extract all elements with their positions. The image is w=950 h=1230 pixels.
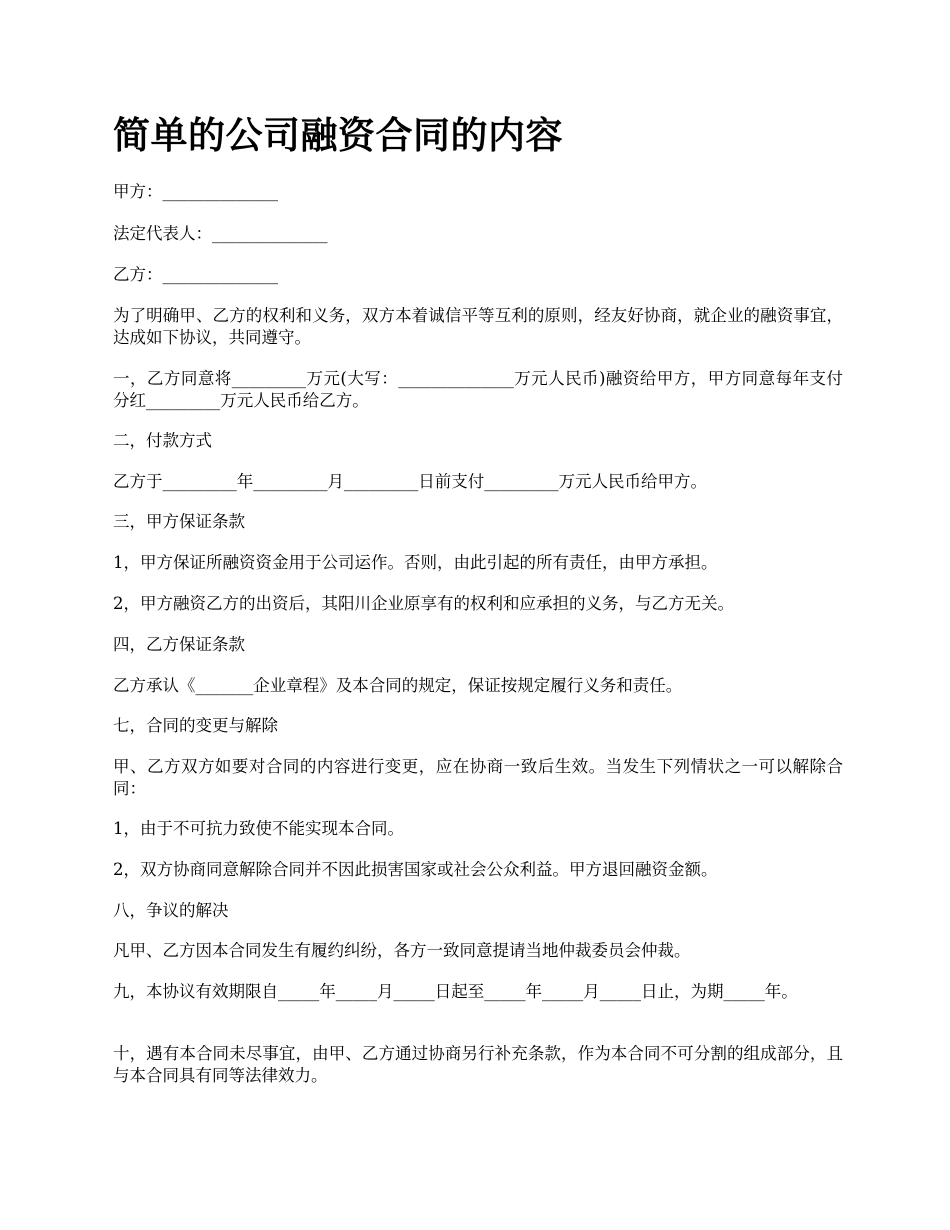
party-b-guarantee-paragraph: 乙方承认《_______企业章程》及本合同的规定，保证按规定履行义务和责任。: [113, 676, 683, 695]
party-b-line: 乙方：______________: [113, 265, 278, 284]
dispute-resolution-paragraph: 凡甲、乙方因本合同发生有履约纠纷，各方一致同意提请当地仲裁委员会仲裁。: [113, 941, 691, 960]
section-8-heading: 八，争议的解决: [113, 901, 229, 920]
party-a-guarantee-1: 1，甲方保证所融资资金用于公司运作。否则，由此引起的所有责任，由甲方承担。: [113, 553, 718, 572]
supplementary-terms-paragraph: 十，遇有本合同未尽事宜，由甲、乙方通过协商另行补充条款，作为本合同不可分割的组成部分，且与本合同具有同等法律效力。: [113, 1044, 843, 1085]
section-4-heading: 四，乙方保证条款: [113, 635, 245, 654]
clause-1-paragraph: 一，乙方同意将_________万元(大写：______________万元人民币)融资给甲方，甲方同意每年支付分红_________万元人民币给乙方。: [113, 369, 843, 410]
termination-condition-1: 1，由于不可抗力致使不能实现本合同。: [113, 819, 404, 838]
payment-terms-paragraph: 乙方于_________年_________月_________日前支付_________万元人民币给甲方。: [113, 472, 707, 491]
party-a-guarantee-2: 2，甲方融资乙方的出资后，其阳川企业原享有的权利和应承担的义务，与乙方无关。: [113, 594, 734, 613]
section-2-heading: 二，付款方式: [113, 431, 212, 450]
section-7-heading: 七，合同的变更与解除: [113, 716, 278, 735]
document-title: 简单的公司融资合同的内容: [113, 114, 563, 157]
party-a-line: 甲方：______________: [113, 182, 278, 201]
preamble-paragraph: 为了明确甲、乙方的权利和义务，双方本着诚信平等互利的原则，经友好协商，就企业的融资事宜，达成如下协议，共同遵守。: [113, 306, 843, 347]
amendment-paragraph: 甲、乙方双方如要对合同的内容进行变更，应在协商一致后生效。当发生下列情状之一可以解除合同：: [113, 757, 843, 798]
legal-representative-line: 法定代表人：______________: [113, 224, 328, 243]
section-3-heading: 三，甲方保证条款: [113, 512, 245, 531]
termination-condition-2: 2，双方协商同意解除合同并不因此损害国家或社会公众利益。甲方退回融资金额。: [113, 860, 718, 879]
term-of-agreement-paragraph: 九，本协议有效期限自_____年_____月_____日起至_____年_____月_____日止，为期_____年。: [113, 982, 798, 1001]
